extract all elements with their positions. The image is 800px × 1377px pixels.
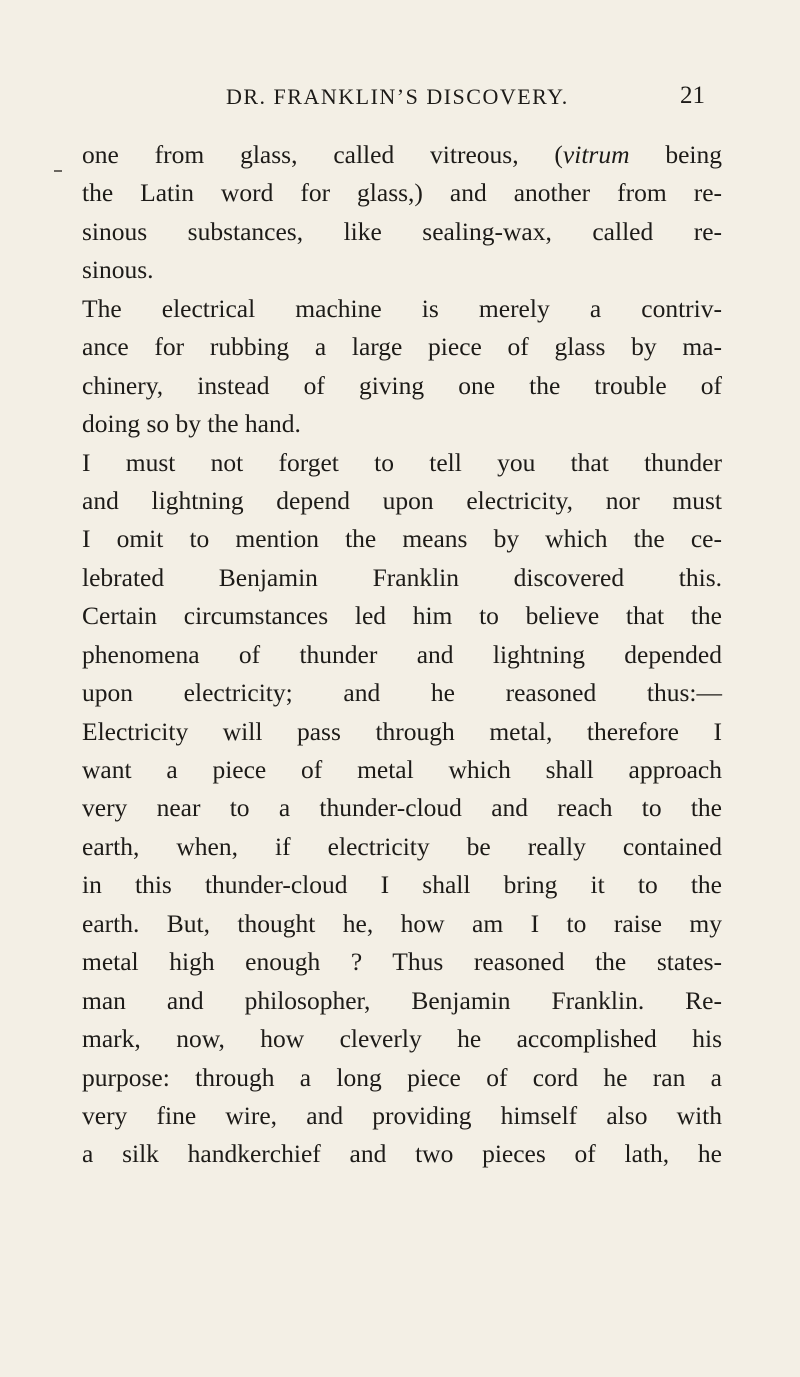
text-line: Certain circumstances led him to believe that the (82, 601, 722, 631)
text-line: upon electricity; and he reasoned thus:— (82, 678, 722, 708)
text-line: mark, now, how cleverly he accomplished his (82, 1024, 722, 1054)
text-line: very fine wire, and providing himself also with (82, 1100, 722, 1130)
running-title: DR. FRANKLIN’S DISCOVERY. (226, 84, 569, 109)
text-line: ance for rubbing a large piece of glass by ma- (82, 332, 722, 362)
text-line: purpose: through a long piece of cord he ran a (82, 1062, 722, 1092)
text-line: metal high enough ? Thus reasoned the states- (82, 947, 722, 977)
text-run: being (629, 140, 723, 169)
text-line: I must not forget to tell you that thunder (82, 447, 722, 477)
text-line: earth. But, thought he, how am I to raise my (82, 908, 722, 938)
text-run: one from glass, called vitreous, ( (82, 140, 563, 169)
text-line: in this thunder-cloud I shall bring it to the (82, 870, 722, 900)
text-line: The electrical machine is merely a contriv- (82, 293, 722, 323)
text-line (82, 136, 722, 174)
margin-mark (54, 170, 62, 172)
text-line: lebrated Benjamin Franklin discovered this. (82, 562, 722, 592)
text-line: earth, when, if electricity be really contained (82, 831, 722, 861)
text-line: sinous. (82, 255, 154, 285)
text-line: doing so by the hand. (82, 409, 301, 439)
text-line: Electricity will pass through metal, therefore I (82, 716, 722, 746)
text-line: and lightning depend upon electricity, nor must (82, 485, 722, 515)
text-line: chinery, instead of giving one the trouble of (82, 370, 722, 400)
italic-word: vitrum (562, 140, 630, 169)
text-line: very near to a thunder-cloud and reach to the (82, 793, 722, 823)
text-line: sinous substances, like sealing-wax, called re- (82, 216, 722, 246)
text-line: the Latin word for glass,) and another from re- (82, 178, 722, 208)
body-text (82, 136, 722, 1174)
text-line: want a piece of metal which shall approach (82, 755, 722, 784)
text-line: a silk handkerchief and two pieces of lath, he (82, 1139, 722, 1169)
text-line: man and philosopher, Benjamin Franklin. Re- (82, 985, 722, 1015)
text-line: phenomena of thunder and lightning depended (82, 639, 722, 669)
text-line: I omit to mention the means by which the ce- (82, 524, 722, 554)
running-head (0, 84, 800, 124)
page-number: 21 (680, 82, 705, 109)
